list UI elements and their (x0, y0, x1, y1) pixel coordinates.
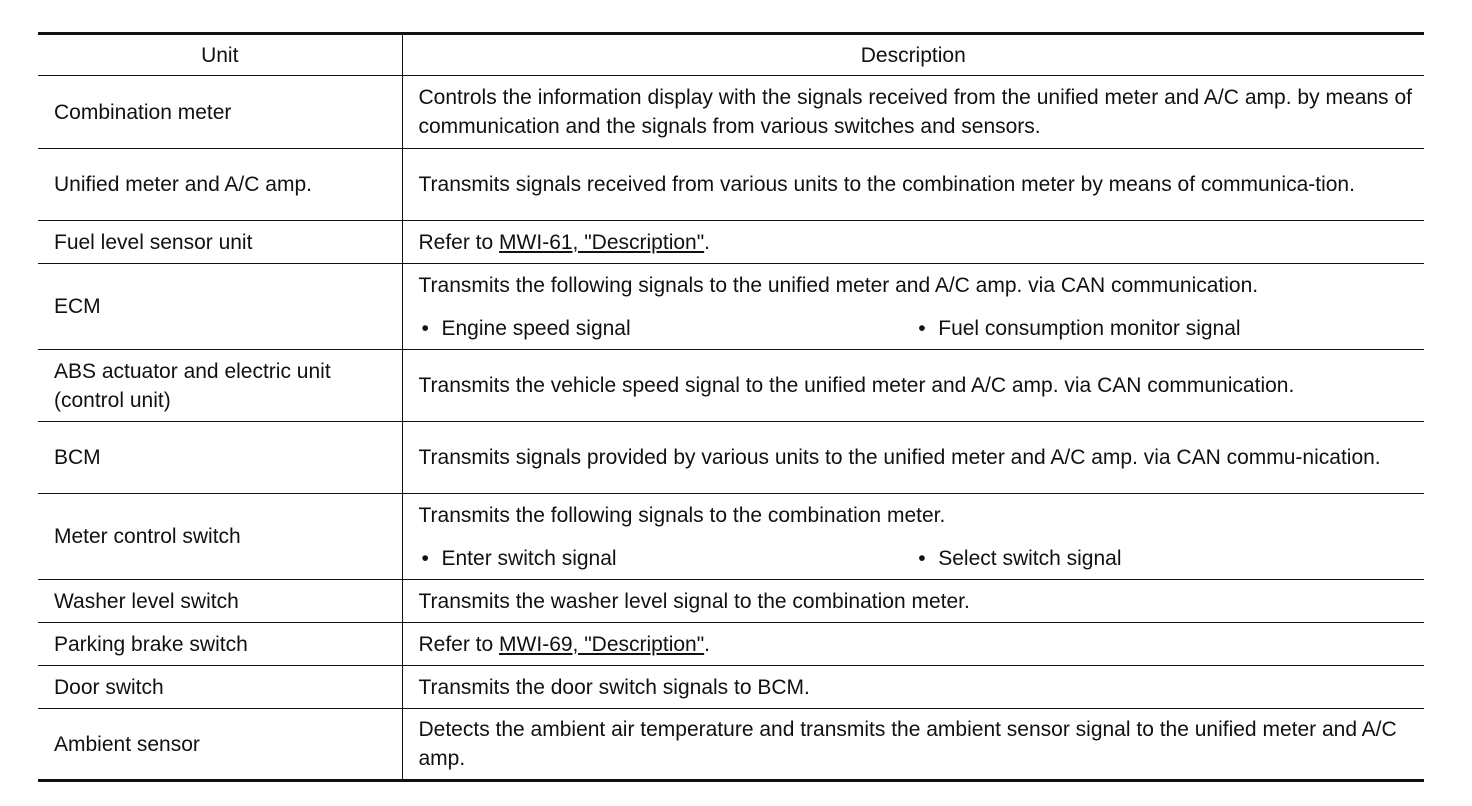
table-row (38, 623, 1424, 666)
mwi-61-description-link[interactable]: MWI-61, "Description" (499, 230, 705, 254)
unit-line: (control unit) (54, 388, 171, 412)
ref-suffix: . (704, 230, 711, 254)
table-row (38, 76, 1424, 149)
description-cell (402, 709, 1424, 781)
description-text: Controls the information display with the signals received from the unified meter and A/C amp. by means of communication and the signals from various switches and sensors. (418, 86, 1412, 138)
description-cell (402, 264, 1424, 350)
unit-cell: Parking brake switch (38, 623, 402, 666)
table-row (38, 350, 1424, 422)
description-cell (402, 422, 1424, 494)
table-header-row (38, 34, 1424, 76)
description-cell (402, 149, 1424, 221)
table-row (38, 149, 1424, 221)
ref-prefix: Refer to (418, 230, 500, 254)
unit-cell (38, 350, 402, 422)
description-cell (402, 221, 1424, 264)
table-row (38, 494, 1424, 580)
signal-label: Enter switch signal (441, 546, 617, 570)
list-item (419, 314, 916, 343)
bullet-icon: • (918, 546, 926, 570)
signal-list (419, 314, 1413, 343)
bullet-icon: • (421, 546, 429, 570)
description-cell (402, 666, 1424, 709)
signal-label: Select switch signal (938, 546, 1122, 570)
unit-cell: Door switch (38, 666, 402, 709)
description-text: Transmits signals provided by various units to the unified meter and A/C amp. via CAN commu-nication. (418, 446, 1381, 469)
unit-cell: Meter control switch (38, 494, 402, 580)
description-cell (402, 494, 1424, 580)
description-text: Detects the ambient air temperature and transmits the ambient sensor signal to the unified meter and A/C amp. (418, 718, 1397, 770)
ref-suffix: . (704, 632, 711, 656)
description-text: Transmits the following signals to the unified meter and A/C amp. via CAN communication. (418, 273, 1259, 297)
table-row (38, 666, 1424, 709)
list-item (419, 544, 916, 573)
unit-cell: BCM (38, 422, 402, 494)
description-text: Transmits the following signals to the combination meter. (418, 503, 946, 527)
signal-label: Engine speed signal (441, 316, 631, 340)
description-text: Transmits signals received from various units to the combination meter by means of communica-tion. (418, 173, 1355, 196)
unit-cell: Washer level switch (38, 580, 402, 623)
table-row (38, 580, 1424, 623)
table-row (38, 422, 1424, 494)
unit-cell: Ambient sensor (38, 709, 402, 781)
bullet-icon: • (918, 316, 926, 340)
bullet-icon: • (421, 316, 429, 340)
signal-list (419, 544, 1413, 573)
unit-description-table (38, 32, 1424, 782)
table-row (38, 221, 1424, 264)
header-description: Description (402, 34, 1424, 76)
description-cell (402, 76, 1424, 149)
list-item (915, 544, 1412, 573)
table-row (38, 709, 1424, 781)
mwi-69-description-link[interactable]: MWI-69, "Description" (499, 632, 705, 656)
description-text: Transmits the door switch signals to BCM. (418, 675, 810, 699)
description-cell (402, 623, 1424, 666)
description-text: Transmits the vehicle speed signal to the unified meter and A/C amp. via CAN communication. (418, 374, 1295, 397)
unit-cell: Fuel level sensor unit (38, 221, 402, 264)
description-text: Transmits the washer level signal to the combination meter. (418, 589, 970, 613)
signal-label: Fuel consumption monitor signal (938, 316, 1241, 340)
spec-table-container (38, 32, 1424, 782)
unit-cell: ECM (38, 264, 402, 350)
header-unit: Unit (38, 34, 402, 76)
description-cell (402, 350, 1424, 422)
unit-cell: Unified meter and A/C amp. (38, 149, 402, 221)
unit-line: ABS actuator and electric unit (54, 359, 331, 383)
list-item (915, 314, 1412, 343)
unit-cell: Combination meter (38, 76, 402, 149)
description-cell (402, 580, 1424, 623)
table-row (38, 264, 1424, 350)
ref-prefix: Refer to (418, 632, 500, 656)
